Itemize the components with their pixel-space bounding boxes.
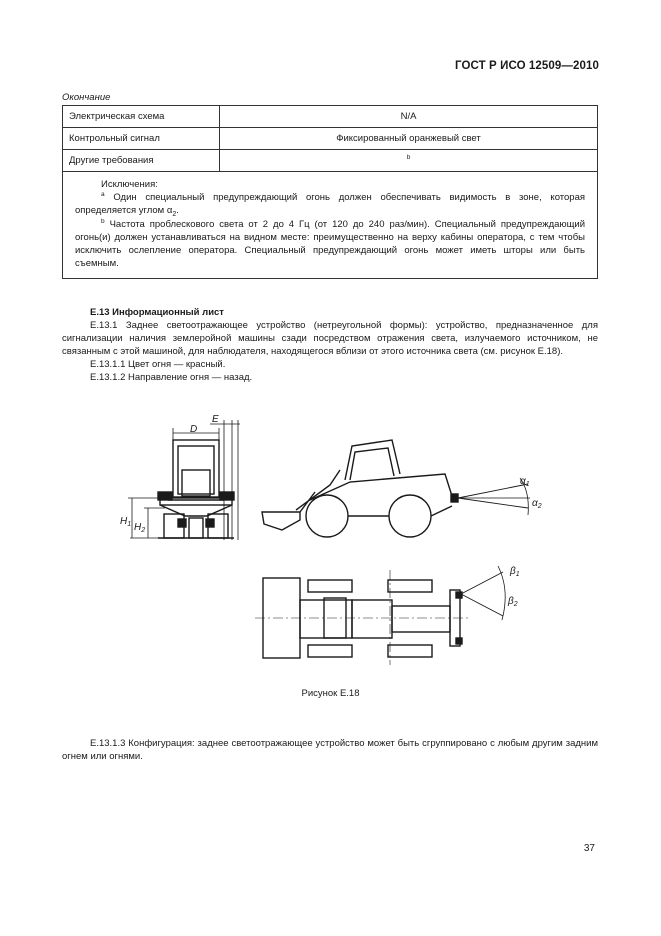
top-view: [255, 566, 505, 665]
row-value: [220, 150, 598, 172]
note-b: [75, 218, 585, 271]
page-number: 37: [583, 843, 595, 854]
figure-caption: Рисунок Е.18: [301, 688, 360, 699]
row-label: Другие требования: [63, 150, 220, 172]
label-beta1: $\beta_1$: [510, 566, 520, 578]
section-e1313: [62, 737, 598, 763]
table-row: [63, 128, 598, 150]
label-alpha2: $\alpha_2$: [532, 498, 542, 510]
note-b-marker: b: [101, 217, 105, 225]
label-h2: $H_2$: [134, 522, 146, 534]
document-header: ГОСТ Р ИСО 12509—2010: [454, 60, 599, 72]
label-h1: $H_1$: [120, 516, 132, 528]
table-row: [63, 150, 598, 172]
row-label: Контрольный сигнал: [63, 128, 220, 150]
footnote-marker: b: [406, 153, 411, 161]
section-e13: [62, 306, 598, 384]
side-view: [262, 440, 530, 537]
note-a-end: .: [176, 205, 179, 217]
note-a-subscript: 2: [172, 211, 177, 219]
row-value: N/A: [220, 106, 598, 128]
label-d: D: [190, 424, 198, 435]
paragraph: Е.13.1.3 Конфигурация: заднее светоотражающее устройство может быть сгруппировано с любым другим задним огнем или огнями.: [62, 738, 598, 762]
table-row: [63, 106, 598, 128]
notes-heading: Исключения:: [101, 179, 158, 190]
label-beta2: $\beta_2$: [508, 596, 518, 608]
front-view: [128, 420, 240, 540]
row-label: Электрическая схема: [63, 106, 220, 128]
note-b-text: Частота проблескового света от 2 до 4 Гц (от 120 до 240 раз/мин). Специальный предупреждающий огонь(и) должен устанавливаться на видном месте: преимущественно на верху кабины оператора, с тем чтобы исключить ослепление оператора. Специальный предупреждающий огонь может иметь шторы или быть съемным.: [75, 218, 586, 270]
paragraph: Е.13.1.1 Цвет огня — красный.: [90, 359, 226, 370]
table-notes-row: [63, 172, 598, 279]
label-alpha1: $\alpha_1$: [520, 476, 530, 488]
label-e: E: [212, 414, 219, 425]
paragraph: Е.13.1 Заднее светоотражающее устройство (нетреугольной формы): устройство, предназначенное для сигнализации наличия землеройной машины сзади посредством отражения света, излучаемого источником, не связанным с этой машиной, для наблюдателя, находящегося вблизи от этого источника света (см. рисунок Е.18).: [62, 320, 598, 357]
spec-table: [62, 105, 598, 279]
section-title: Е.13 Информационный лист: [90, 307, 224, 318]
note-a: [75, 191, 585, 217]
note-a-text: Один специальный предупреждающий огонь должен обеспечивать видимость в зоне, которая определяется углом α: [75, 192, 586, 217]
figure-e18-drawing: [0, 400, 661, 680]
row-value: Фиксированный оранжевый свет: [220, 128, 598, 150]
paragraph: Е.13.1.2 Направление огня — назад.: [90, 372, 253, 383]
note-a-marker: а: [101, 191, 105, 199]
table-notes: [63, 172, 598, 279]
table-continuation-caption: Окончание: [62, 92, 111, 103]
